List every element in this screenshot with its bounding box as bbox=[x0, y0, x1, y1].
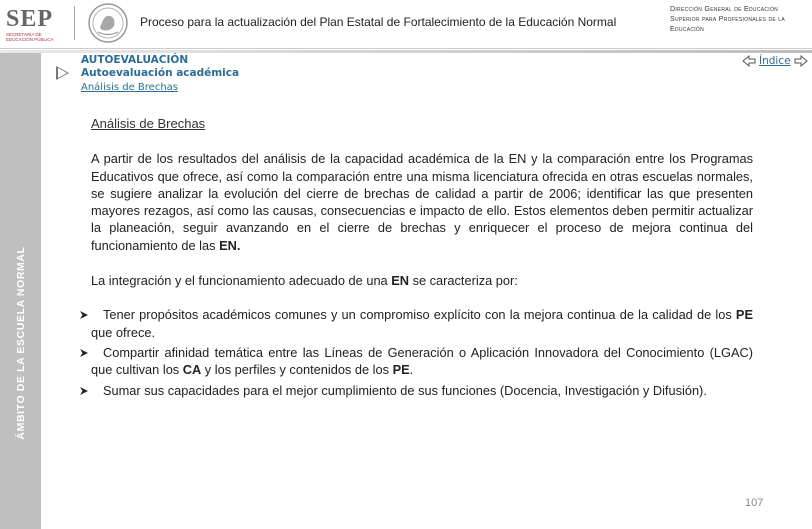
header-title: Proceso para la actualización del Plan Estatal de Fortalecimiento de la Educación Normal bbox=[140, 15, 617, 29]
page-header bbox=[0, 0, 812, 48]
breadcrumb-current-link[interactable]: Análisis de Brechas bbox=[81, 82, 178, 93]
intro-paragraph bbox=[91, 150, 753, 254]
sep-logo-subtext: SECRETARÍA DE EDUCACIÓN PÚBLICA bbox=[6, 32, 54, 42]
bullet-2-text-c: . bbox=[409, 362, 414, 378]
bullet-2-bold-1: CA bbox=[182, 362, 202, 378]
sidebar-label: ÁMBITO DE LA ESCUELA NORMAL bbox=[15, 246, 27, 440]
index-link[interactable]: Índice bbox=[759, 55, 791, 67]
integration-text-b: se caracteriza por: bbox=[409, 273, 518, 289]
sep-logo bbox=[2, 2, 74, 44]
national-seal-icon bbox=[86, 2, 130, 44]
header-divider bbox=[0, 48, 812, 49]
bullet-1-text-a: Tener propósitos académicos comunes y un compromiso explícito con la mejora continua de la calidad de los bbox=[103, 307, 736, 323]
bullet-1-text-b: que ofrece. bbox=[91, 324, 156, 340]
index-navigation bbox=[742, 53, 808, 69]
breadcrumb-section: AUTOEVALUACIÓN bbox=[81, 54, 189, 66]
next-arrow-icon[interactable] bbox=[794, 55, 808, 67]
intro-text-bold: EN. bbox=[219, 237, 241, 253]
intro-text: A partir de los resultados del análisis de la capacidad académica de la EN y la comparación entre los Programas Educativos que ofrece, así como la comparación entre una misma licenciatura ofrecida en otras escuelas normales, se sugiere analizar la evolución del cierre de brechas de calidad a partir de 2006; identificar las que presenten mayores rezagos, así como las causas, consecuencias e impacto de ello. Estos elementos deben permitir actualizar la planeación, seguir avanzando en el cierre de brechas y enriquecer el proceso de mejora continua del funcionamiento de las bbox=[91, 151, 753, 253]
breadcrumb-arrow-icon bbox=[56, 66, 69, 80]
characteristics-list bbox=[91, 306, 753, 398]
bullet-2-bold-2: PE bbox=[392, 362, 410, 378]
main-content bbox=[91, 115, 753, 402]
bullet-2-text-a: Compartir afinidad temática entre las Líneas de Generación o Aplicación Innovadora del Conocimiento (LGAC) que cultivan los bbox=[91, 344, 753, 378]
sidebar bbox=[0, 53, 41, 529]
list-item bbox=[91, 306, 753, 341]
breadcrumb-subsection: Autoevaluación académica bbox=[81, 67, 240, 79]
integration-paragraph bbox=[91, 272, 753, 289]
header-shade-bar bbox=[0, 50, 812, 53]
list-item bbox=[91, 382, 753, 399]
arrow-bullet-icon bbox=[79, 382, 91, 396]
bullet-3-text: Sumar sus capacidades para el mejor cumplimiento de sus funciones (Docencia, Investigación y Difusión). bbox=[103, 382, 707, 398]
integration-text-a: La integración y el funcionamiento adecuado de una bbox=[91, 273, 392, 289]
arrow-bullet-icon bbox=[79, 344, 91, 358]
direccion-label: Dirección General de Educación Superior para Profesionales de la Educación bbox=[670, 6, 786, 33]
bullet-2-text-b: y los perfiles y contenidos de los bbox=[201, 362, 393, 378]
arrow-bullet-icon bbox=[79, 306, 91, 320]
logo-divider bbox=[74, 6, 75, 40]
integration-text-bold: EN bbox=[391, 273, 410, 289]
previous-arrow-icon[interactable] bbox=[742, 55, 756, 67]
sep-logo-text: SEP bbox=[6, 6, 54, 32]
list-item bbox=[91, 344, 753, 379]
page-number: 107 bbox=[745, 497, 764, 509]
bullet-1-bold: PE bbox=[735, 307, 753, 323]
section-title: Análisis de Brechas bbox=[91, 116, 206, 131]
